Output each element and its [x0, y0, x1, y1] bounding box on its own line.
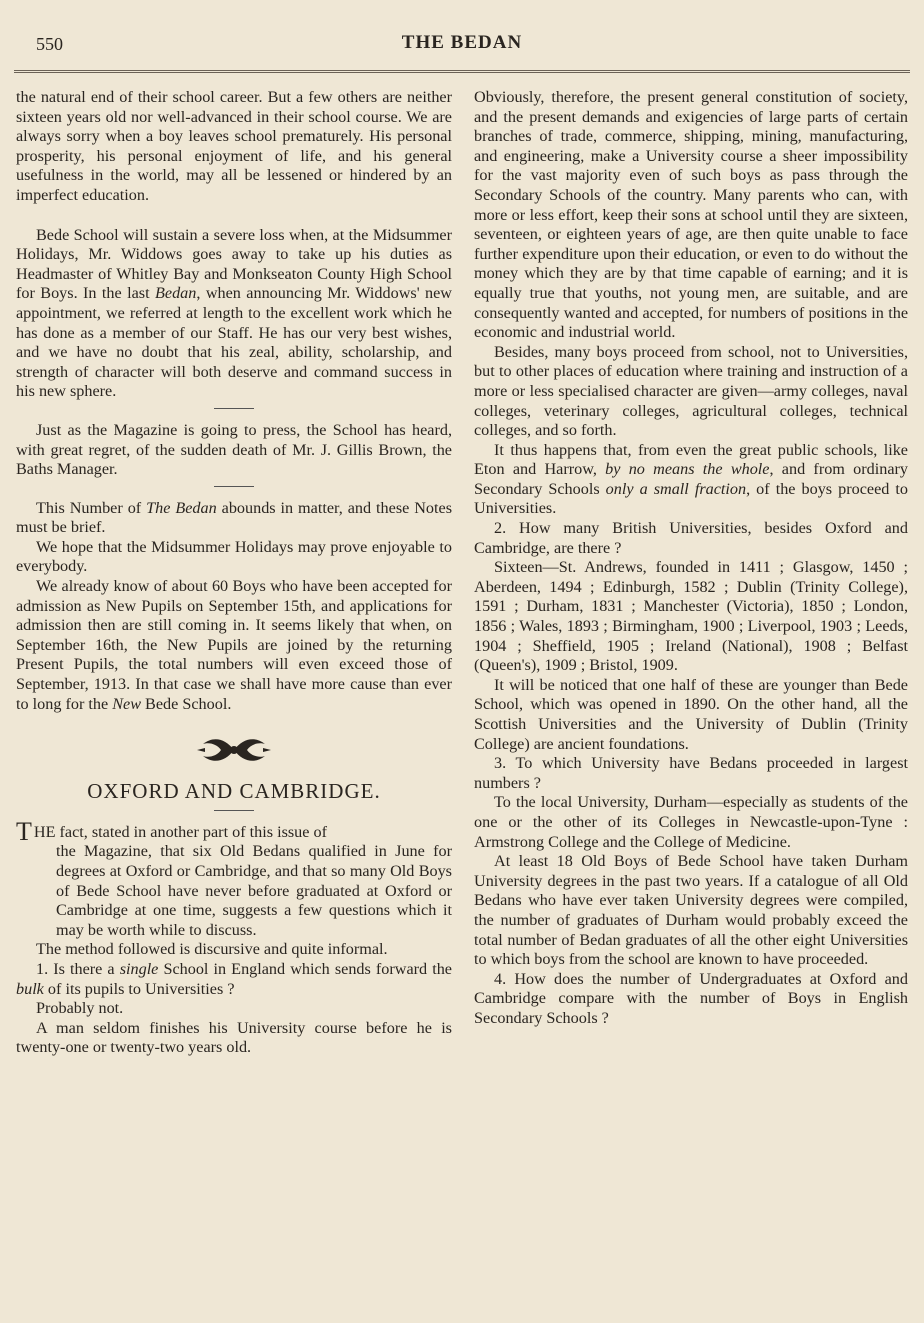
- paragraph: A man seldom finishes his University course before he is twenty-one or twenty-two years old.: [16, 1018, 452, 1057]
- section-title: OXFORD AND CAMBRIDGE.: [87, 779, 381, 804]
- paragraph: We hope that the Midsummer Holidays may prove enjoyable to everybody.: [16, 537, 452, 576]
- paragraph: This Number of The Bedan abounds in matter, and these Notes must be brief.: [16, 498, 453, 537]
- paragraph: We already know of about 60 Boys who have been accepted for admission as New Pupils on September 15th, and applications for admission then are still coming in. It seems likely that when, on September 16th, the New Pupils are joined by the returning Present Pupils, the total numbers will even exceed those of September, 1913. In that case we shall have more cause than ever to long for the New Bede School.: [16, 577, 452, 713]
- paragraph: Just as the Magazine is going to press, the School has heard, with great regret, of the sudden death of Mr. J. Gillis Brown, the Baths Manager.: [16, 420, 452, 479]
- paragraph: THE fact, stated in another part of this issue of: [16, 816, 327, 846]
- paragraph-continuation: the Magazine, that six Old Bedans qualified in June for degrees at Oxford or Cambridge, and that so many Old Boys of Bede School have never before graduated at Oxford or Cambridge at one time, suggests a few questions which it may be worth while to discuss.: [56, 842, 452, 939]
- question: 1. Is there a single School in England which sends forward the bulk of its pupils to Universities ?: [16, 959, 452, 998]
- right-column: [474, 88, 908, 1029]
- ornament-icon: [195, 732, 273, 768]
- section-divider: [214, 810, 254, 811]
- answer: Sixteen—St. Andrews, founded in 1411 ; Glasgow, 1450 ; Aberdeen, 1494 ; Edinburgh, 1582 ; Dublin (Trinity College), 1591 ; Durham, 1831 ; Manchester (Victoria), 1850 ; London, 1856 ; Wales, 1893 ; Birmingham, 1900 ; Liverpool, 1903 ; Leeds, 1904 ; Sheffield, 1905 ; Ireland (National), 1908 ; Belfast (Queen's), 1909 ; Bristol, 1909.: [474, 558, 908, 675]
- paragraph: The method followed is discursive and quite informal.: [36, 940, 388, 959]
- section-divider: [214, 408, 254, 409]
- answer: To the local University, Durham—especially as students of the one or the other of its Colleges in Newcastle-upon-Tyne : Armstrong College and the College of Medicine.: [474, 793, 908, 851]
- paragraph: At least 18 Old Boys of Bede School have taken Durham University degrees in the past two years. If a catalogue of all Old Bedans who have ever taken University degrees were compiled, the number of graduates of Durham would probably exceed the total number of Bedan graduates of all the other eight Universities to which boys from the school are known to have proceeded.: [474, 852, 908, 969]
- running-title: THE BEDAN: [401, 32, 523, 53]
- paragraph: Obviously, therefore, the present general constitution of society, and the present demands and exigencies of large parts of certain branches of trade, commerce, shipping, mining, manufacturing, and engineering, make a University course a sheer impossibility for the vast majority even of such boys as pass through the Secondary Schools of the country. Many parents who can, with more or less effort, keep their sons at school until they are sixteen, seventeen, or eighteen years of age, are then quite unable to face further expenditure upon their education, or even to do without the money which they are by that time capable of earning; and it is equally true that youths, not young men, are suitable, and are consequently wanted and accepted, for numbers of positions in the economic and industrial world.: [474, 88, 908, 342]
- question: 3. To which University have Bedans proceeded in largest numbers ?: [474, 754, 908, 792]
- paragraph: the natural end of their school career. But a few others are neither sixteen years old nor well-advanced in their school course. We are always sorry when a boy leaves school prematurely. His personal prosperity, his personal enjoyment of life, and his general usefulness in the world, may all be lessened or hindered by an imperfect education.: [16, 88, 452, 204]
- section-divider: [214, 486, 254, 487]
- paragraph: It thus happens that, from even the great public schools, like Eton and Harrow, by no means the whole, and from ordinary Secondary Schools only a small fraction, of the boys proceed to Universities.: [474, 440, 908, 518]
- answer: Probably not.: [36, 999, 124, 1018]
- paragraph: Besides, many boys proceed from school, not to Universities, but to other places of education where training and instruction of a more or less specialised character are given—army colleges, naval colleges, veterinary colleges, agricultural colleges, technical colleges, and so forth.: [474, 342, 908, 440]
- paragraph: Bede School will sustain a severe loss when, at the Midsummer Holidays, Mr. Widdows goes away to take up his duties as Headmaster of Whitley Bay and Monkseaton County High School for Boys. In the last Bedan, when announcing Mr. Widdows' new appointment, we referred at length to the excellent work which he has done as a member of our Staff. He has our very best wishes, and we have no doubt that his zeal, ability, scholarship, and strength of character will both deserve and command success in his new sphere.: [16, 225, 452, 401]
- left-column: [16, 88, 452, 1058]
- header-rule: [14, 70, 910, 73]
- question: 2. How many British Universities, besides Oxford and Cambridge, are there ?: [474, 519, 908, 557]
- page-header: [36, 32, 888, 62]
- drop-cap: T: [16, 816, 32, 846]
- page-number: 550: [36, 34, 63, 54]
- question: 4. How does the number of Undergraduates at Oxford and Cambridge compare with the number of Boys in English Secondary Schools ?: [474, 969, 908, 1027]
- paragraph: It will be noticed that one half of these are younger than Bede School, which was opened in 1890. On the other hand, all the Scottish Universities and the University of Dublin (Trinity College) are ancient foundations.: [474, 675, 908, 753]
